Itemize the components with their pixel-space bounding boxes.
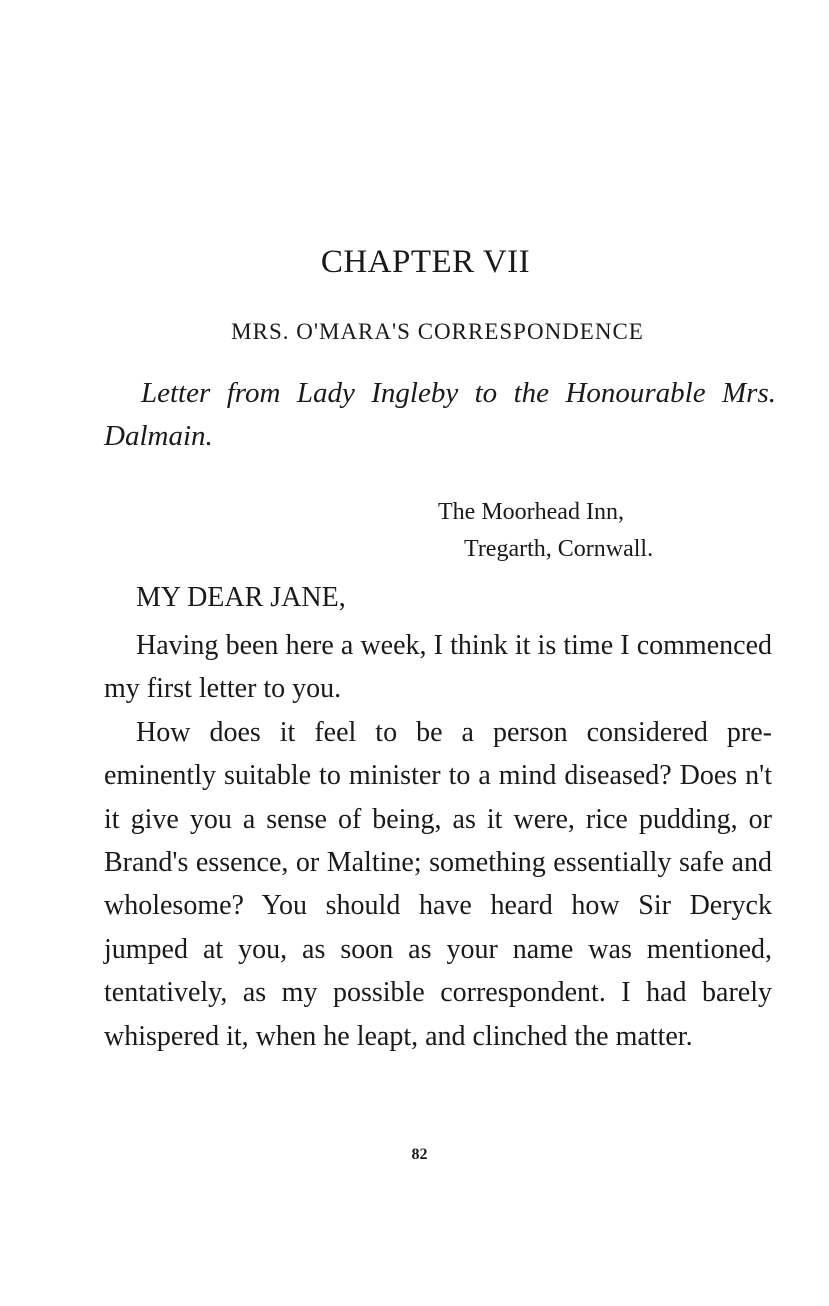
letter-salutation: MY DEAR JANE, <box>136 582 346 613</box>
letter-heading: Letter from Lady Ingleby to the Honourable Mrs. Dalmain. <box>104 377 776 452</box>
paragraph: How does it feel to be a person considered pre-eminently suitable to minister to a mind diseased? Does n't it give you a sense of being, as it were, rice pudding, or Brand's essence, or Maltine; something essentially safe and wholesome? You should have heard how Sir Deryck jumped at you, as soon as your name was mentioned, tentatively, as my possible correspondent. I had barely whispered it, when he leapt, and clinched the matter. <box>104 716 772 1052</box>
chapter-subtitle: MRS. O'MARA'S CORRESPONDENCE <box>231 319 644 344</box>
letter-address <box>438 494 778 568</box>
address-line-2: Tregarth, Cornwall. <box>464 536 654 562</box>
paragraph: Having been here a week, I think it is time I commenced my first letter to you. <box>104 630 772 705</box>
address-line-1: The Moorhead Inn, <box>438 499 624 525</box>
page-number: 82 <box>411 1146 428 1163</box>
letter-body <box>104 624 772 1058</box>
chapter-title: CHAPTER VII <box>320 244 531 280</box>
